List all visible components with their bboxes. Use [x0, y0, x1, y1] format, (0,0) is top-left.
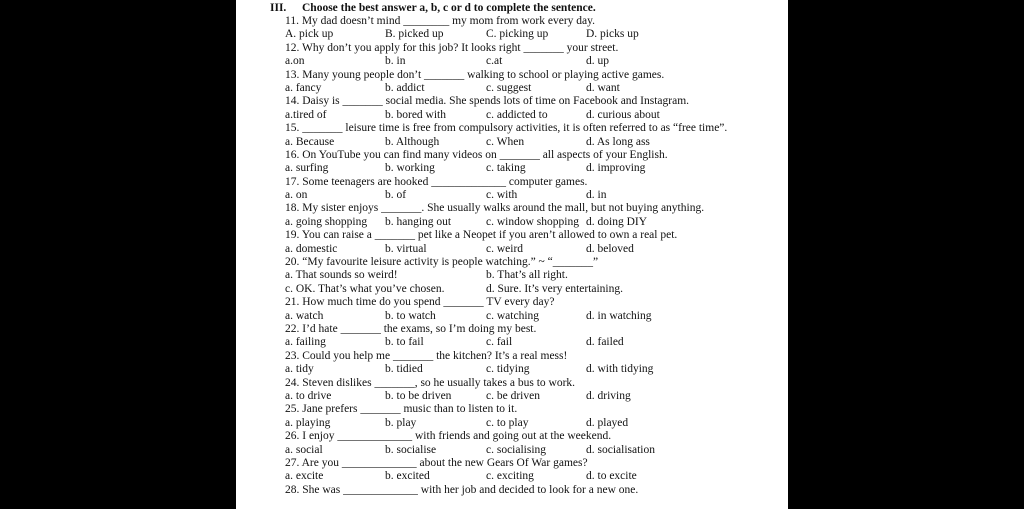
answer-option[interactable]: a. failing [285, 336, 326, 349]
answer-option[interactable]: a. fancy [285, 81, 322, 94]
answer-option[interactable]: c. OK. That’s what you’ve chosen. [285, 282, 445, 295]
question-stem: 24. Steven dislikes _______, so he usually takes a bus to work. [285, 376, 576, 389]
answer-option[interactable]: b. working [385, 162, 435, 175]
answer-option[interactable]: A. pick up [285, 28, 334, 41]
answer-option[interactable]: d. improving [586, 162, 646, 175]
question-item [285, 95, 785, 122]
answer-option[interactable]: d. driving [586, 389, 631, 402]
question-stem: 21. How much time do you spend _______ TV every day? [285, 296, 555, 309]
answer-options [285, 55, 785, 68]
question-item [285, 256, 785, 296]
answer-option[interactable]: a. tidy [285, 363, 314, 376]
answer-options [285, 28, 785, 41]
answer-options [285, 243, 785, 256]
answer-options [285, 162, 785, 175]
question-item [285, 350, 785, 377]
question-stem: 15. _______ leisure time is free from compulsory activities, it is often referred to as “free time”. [285, 122, 728, 135]
question-stem: 17. Some teenagers are hooked _____________ computer games. [285, 175, 588, 188]
answer-option[interactable]: d. beloved [586, 242, 634, 255]
question-item [285, 484, 785, 497]
answer-option[interactable]: c. with [486, 189, 518, 202]
answer-option[interactable]: b. Although [385, 135, 440, 148]
question-item [285, 377, 785, 404]
answer-option[interactable]: d. socialisation [586, 443, 655, 456]
question-item [285, 42, 785, 69]
answer-options [285, 310, 785, 323]
answer-option[interactable]: d. played [586, 416, 629, 429]
answer-option[interactable]: C. picking up [486, 28, 549, 41]
answer-option[interactable]: a. watch [285, 309, 324, 322]
question-stem: 28. She was _____________ with her job and decided to look for a new one. [285, 483, 639, 496]
answer-option[interactable]: b. addict [385, 81, 425, 94]
answer-option[interactable]: d. with tidying [586, 363, 654, 376]
answer-options [285, 363, 785, 376]
answer-options [285, 444, 785, 457]
answer-option[interactable]: a. social [285, 443, 323, 456]
question-item [285, 69, 785, 96]
answer-options [285, 189, 785, 202]
question-stem: 11. My dad doesn’t mind ________ my mom from work every day. [285, 15, 596, 27]
answer-option[interactable]: d. in [586, 189, 607, 202]
answer-options [285, 109, 785, 122]
answer-option[interactable]: b. excited [385, 470, 430, 483]
question-stem: 14. Daisy is _______ social media. She spends lots of time on Facebook and Instagram. [285, 95, 690, 108]
question-stem: 27. Are you _____________ about the new Gears Of War games? [285, 456, 588, 469]
question-item [285, 15, 785, 42]
answer-option[interactable]: a.on [285, 55, 305, 68]
answer-option[interactable]: d. failed [586, 336, 624, 349]
answer-option[interactable]: d. curious about [586, 108, 660, 121]
answer-option[interactable]: c. taking [486, 162, 526, 175]
question-list [285, 15, 785, 497]
answer-option[interactable]: c. be driven [486, 389, 540, 402]
answer-option[interactable]: c.at [486, 55, 503, 68]
answer-option[interactable]: a. playing [285, 416, 331, 429]
answer-option[interactable]: b. to be driven [385, 389, 452, 402]
answer-option[interactable]: b. That’s all right. [486, 269, 568, 282]
question-stem: 25. Jane prefers _______ music than to listen to it. [285, 403, 518, 416]
answer-option[interactable]: c. tidying [486, 363, 530, 376]
answer-option[interactable]: b. virtual [385, 242, 427, 255]
answer-option[interactable]: d. in watching [586, 309, 652, 322]
answer-option[interactable]: b. hanging out [385, 215, 452, 228]
answer-options [285, 417, 785, 430]
answer-option[interactable]: a. That sounds so weird! [285, 269, 398, 282]
question-item [285, 457, 785, 484]
answer-option[interactable]: d. As long ass [586, 135, 650, 148]
answer-option[interactable]: b. to fail [385, 336, 424, 349]
answer-option[interactable]: D. picks up [586, 28, 639, 41]
question-stem: 22. I’d hate _______ the exams, so I’m doing my best. [285, 322, 537, 335]
answer-options [285, 269, 785, 282]
answer-option[interactable]: b. in [385, 55, 406, 68]
answer-option[interactable]: b. bored with [385, 108, 447, 121]
question-item [285, 296, 785, 323]
question-stem: 23. Could you help me _______ the kitchen? It’s a real mess! [285, 349, 568, 362]
question-item [285, 176, 785, 203]
answer-option[interactable]: c. watching [486, 309, 540, 322]
answer-option[interactable]: a. excite [285, 470, 324, 483]
question-item [285, 323, 785, 350]
answer-option[interactable]: a.tired of [285, 108, 327, 121]
answer-option[interactable]: c. fail [486, 336, 513, 349]
question-item [285, 229, 785, 256]
section-heading [270, 2, 596, 15]
answer-option[interactable]: d. Sure. It’s very entertaining. [486, 282, 624, 295]
question-stem: 26. I enjoy _____________ with friends and going out at the weekend. [285, 430, 612, 443]
answer-option[interactable]: a. Because [285, 135, 335, 148]
question-item [285, 403, 785, 430]
answer-option[interactable]: d. doing DIY [586, 215, 648, 228]
answer-option[interactable]: c. addicted to [486, 108, 548, 121]
answer-option[interactable]: d. want [586, 81, 620, 94]
answer-option[interactable]: b. of [385, 189, 407, 202]
answer-options [285, 390, 785, 403]
question-item [285, 149, 785, 176]
answer-option[interactable]: c. When [486, 135, 525, 148]
answer-option[interactable]: d. to excite [586, 470, 637, 483]
answer-option[interactable]: c. window shopping [486, 215, 579, 228]
answer-option[interactable]: c. exciting [486, 470, 534, 483]
answer-option[interactable]: d. up [586, 55, 609, 68]
answer-option[interactable]: c. socialising [486, 443, 547, 456]
answer-option[interactable]: a. surfing [285, 162, 329, 175]
answer-option[interactable]: a. on [285, 189, 308, 202]
question-stem: 13. Many young people don’t _______ walking to school or playing active games. [285, 68, 665, 81]
answer-options [285, 283, 785, 296]
answer-option[interactable]: b. tidied [385, 363, 423, 376]
answer-option[interactable]: B. picked up [385, 28, 444, 41]
question-stem: 16. On YouTube you can find many videos on _______ all aspects of your English. [285, 148, 668, 161]
question-stem: 18. My sister enjoys _______. She usually walks around the mall, but not buying anything. [285, 202, 705, 215]
answer-option[interactable]: b. play [385, 416, 417, 429]
answer-options [285, 336, 785, 349]
answer-options [285, 136, 785, 149]
question-stem: 19. You can raise a _______ pet like a Neopet if you aren’t allowed to own a real pet. [285, 229, 678, 242]
answer-options [285, 82, 785, 95]
answer-option[interactable]: b. socialise [385, 443, 437, 456]
worksheet-page [236, 0, 788, 509]
answer-option[interactable]: a. to drive [285, 389, 332, 402]
answer-options [285, 470, 785, 483]
section-instruction: Choose the best answer a, b, c or d to complete the sentence. [302, 2, 596, 14]
answer-option[interactable]: a. going shopping [285, 215, 368, 228]
answer-option[interactable]: c. weird [486, 242, 524, 255]
answer-option[interactable]: c. suggest [486, 81, 532, 94]
question-item [285, 430, 785, 457]
question-stem: 20. “My favourite leisure activity is people watching.” ~ “_______” [285, 256, 599, 269]
question-item [285, 202, 785, 229]
question-stem: 12. Why don’t you apply for this job? It looks right _______ your street. [285, 41, 619, 54]
answer-option[interactable]: b. to watch [385, 309, 436, 322]
section-number: III. [270, 2, 287, 14]
answer-option[interactable]: c. to play [486, 416, 529, 429]
question-item [285, 122, 785, 149]
answer-option[interactable]: a. domestic [285, 242, 338, 255]
answer-options [285, 216, 785, 229]
